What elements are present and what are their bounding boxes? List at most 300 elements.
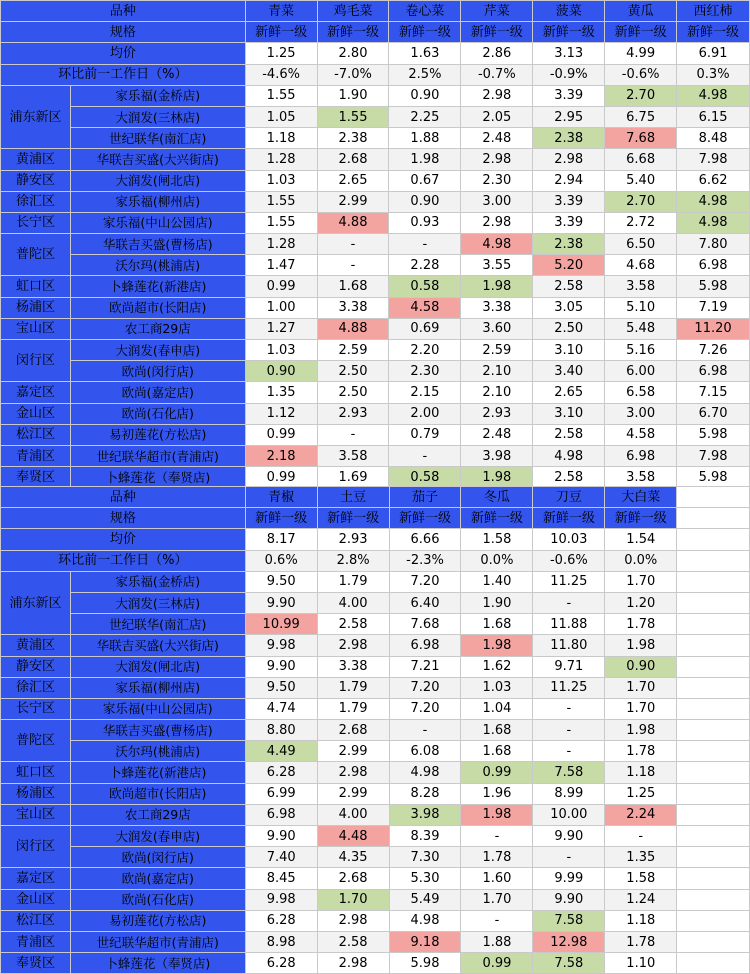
price-cell: 1.35 bbox=[605, 847, 677, 868]
spec-header-cell: 新鲜一级 bbox=[677, 22, 750, 43]
price-cell: - bbox=[389, 720, 461, 741]
price-cell: - bbox=[533, 592, 605, 613]
store-cell: 家乐福(柳州店) bbox=[70, 677, 245, 698]
day-over-day-change-value: 2.5% bbox=[389, 64, 461, 85]
store-price-row bbox=[1, 847, 750, 868]
district-cell: 静安区 bbox=[1, 170, 71, 191]
variety-header-label: 品种 bbox=[1, 487, 246, 508]
price-cell: 1.24 bbox=[605, 889, 677, 910]
price-cell: 2.50 bbox=[533, 318, 605, 339]
price-cell: 2.98 bbox=[461, 85, 533, 106]
store-price-row bbox=[1, 868, 750, 889]
spec-header-cell: 新鲜一级 bbox=[533, 508, 605, 529]
price-cell: 7.20 bbox=[389, 571, 461, 592]
price-cell: 11.25 bbox=[533, 571, 605, 592]
highest-price-cell: 12.98 bbox=[533, 931, 605, 952]
blank-cell bbox=[677, 741, 750, 762]
lowest-price-cell: 1.55 bbox=[317, 106, 389, 127]
blank-cell bbox=[677, 635, 750, 656]
price-cell: 6.40 bbox=[389, 592, 461, 613]
price-cell: 1.40 bbox=[461, 571, 533, 592]
price-cell: 4.74 bbox=[245, 698, 317, 719]
price-cell: 6.98 bbox=[677, 361, 750, 382]
price-cell: 2.58 bbox=[533, 424, 605, 445]
lowest-price-cell: 7.58 bbox=[533, 910, 605, 931]
price-cell: 6.75 bbox=[605, 106, 677, 127]
variety-header-cell: 刀豆 bbox=[533, 487, 605, 508]
price-cell: 1.79 bbox=[317, 677, 389, 698]
price-cell: 1.98 bbox=[389, 149, 461, 170]
price-cell: 1.03 bbox=[245, 170, 317, 191]
price-cell: 1.90 bbox=[317, 85, 389, 106]
variety-header-cell: 土豆 bbox=[317, 487, 389, 508]
price-cell: 2.38 bbox=[317, 128, 389, 149]
highest-price-cell: 7.68 bbox=[605, 128, 677, 149]
price-cell: 9.90 bbox=[533, 826, 605, 847]
store-price-row bbox=[1, 128, 750, 149]
price-cell: 7.98 bbox=[677, 149, 750, 170]
price-cell: 1.98 bbox=[605, 635, 677, 656]
price-cell: 3.39 bbox=[533, 85, 605, 106]
variety-header-cell: 冬瓜 bbox=[461, 487, 533, 508]
blank-cell bbox=[677, 508, 750, 529]
price-cell: 7.30 bbox=[389, 847, 461, 868]
highest-price-cell: 4.98 bbox=[461, 234, 533, 255]
store-price-row bbox=[1, 910, 750, 931]
district-cell: 黄浦区 bbox=[1, 149, 71, 170]
price-cell: 4.58 bbox=[605, 424, 677, 445]
lowest-price-cell: 0.90 bbox=[605, 656, 677, 677]
price-cell: 0.99 bbox=[245, 276, 317, 297]
district-cell: 奉贤区 bbox=[1, 467, 71, 488]
lowest-price-cell: 1.98 bbox=[461, 467, 533, 488]
price-cell: 1.18 bbox=[605, 910, 677, 931]
average-price-value: 1.63 bbox=[389, 43, 461, 64]
store-price-row bbox=[1, 656, 750, 677]
spec-header-cell: 新鲜一级 bbox=[245, 508, 317, 529]
blank-cell bbox=[677, 910, 750, 931]
district-cell: 徐汇区 bbox=[1, 191, 71, 212]
variety-header-label: 品种 bbox=[1, 1, 246, 22]
price-cell: 1.70 bbox=[605, 698, 677, 719]
lowest-price-cell: 0.99 bbox=[461, 762, 533, 783]
price-cell: 8.48 bbox=[677, 128, 750, 149]
store-cell: 欧尚超市(长阳店) bbox=[70, 783, 245, 804]
lowest-price-cell: 1.70 bbox=[317, 889, 389, 910]
store-cell: 沃尔玛(桃浦店) bbox=[70, 255, 245, 276]
store-price-row bbox=[1, 255, 750, 276]
price-cell: 2.05 bbox=[461, 106, 533, 127]
price-cell: 1.70 bbox=[605, 571, 677, 592]
price-cell: 6.28 bbox=[245, 910, 317, 931]
price-cell: 1.55 bbox=[245, 212, 317, 233]
store-price-row bbox=[1, 826, 750, 847]
price-cell: 3.60 bbox=[461, 318, 533, 339]
price-cell: 2.00 bbox=[389, 403, 461, 424]
price-cell: 2.20 bbox=[389, 340, 461, 361]
highest-price-cell: 10.99 bbox=[245, 614, 317, 635]
highest-price-cell: 1.98 bbox=[461, 804, 533, 825]
price-cell: 1.20 bbox=[605, 592, 677, 613]
price-cell: 2.98 bbox=[317, 910, 389, 931]
price-cell: 1.55 bbox=[245, 191, 317, 212]
price-cell: - bbox=[317, 255, 389, 276]
blank-cell bbox=[677, 614, 750, 635]
district-cell: 闵行区 bbox=[1, 340, 71, 382]
day-over-day-change-row bbox=[1, 550, 750, 571]
price-cell: 0.99 bbox=[245, 424, 317, 445]
price-cell: 5.98 bbox=[389, 953, 461, 974]
day-over-day-change-label: 环比前一工作日（%） bbox=[1, 64, 246, 85]
price-cell: 8.98 bbox=[245, 931, 317, 952]
price-cell: 4.00 bbox=[317, 592, 389, 613]
price-cell: 2.98 bbox=[461, 149, 533, 170]
price-cell: 8.28 bbox=[389, 783, 461, 804]
lowest-price-cell: 2.38 bbox=[533, 234, 605, 255]
highest-price-cell: 4.48 bbox=[317, 826, 389, 847]
price-cell: 2.68 bbox=[317, 149, 389, 170]
blank-cell bbox=[677, 826, 750, 847]
store-price-row bbox=[1, 361, 750, 382]
store-price-row bbox=[1, 382, 750, 403]
price-cell: 2.30 bbox=[389, 361, 461, 382]
price-cell: 1.68 bbox=[461, 614, 533, 635]
spec-header-cell: 新鲜一级 bbox=[605, 508, 677, 529]
price-cell: 2.99 bbox=[317, 783, 389, 804]
price-cell: 0.93 bbox=[389, 212, 461, 233]
price-cell: 3.58 bbox=[317, 445, 389, 466]
store-cell: 农工商29店 bbox=[70, 318, 245, 339]
spec-header-cell: 新鲜一级 bbox=[317, 508, 389, 529]
day-over-day-change-value: 0.0% bbox=[605, 550, 677, 571]
store-price-row bbox=[1, 677, 750, 698]
store-cell: 欧尚(嘉定店) bbox=[70, 382, 245, 403]
day-over-day-change-value: -0.6% bbox=[605, 64, 677, 85]
price-cell: 6.99 bbox=[245, 783, 317, 804]
price-cell: - bbox=[389, 445, 461, 466]
district-cell: 杨浦区 bbox=[1, 783, 71, 804]
price-cell: 7.19 bbox=[677, 297, 750, 318]
day-over-day-change-value: 2.8% bbox=[317, 550, 389, 571]
price-cell: 3.58 bbox=[605, 467, 677, 488]
price-cell: 9.98 bbox=[245, 635, 317, 656]
spec-header-cell: 新鲜一级 bbox=[461, 508, 533, 529]
store-price-row bbox=[1, 445, 750, 466]
blank-cell bbox=[677, 571, 750, 592]
store-price-row bbox=[1, 467, 750, 488]
price-cell: 6.98 bbox=[389, 635, 461, 656]
blank-cell bbox=[677, 762, 750, 783]
price-cell: 1.28 bbox=[245, 149, 317, 170]
store-price-row bbox=[1, 931, 750, 952]
store-price-row bbox=[1, 614, 750, 635]
price-cell: - bbox=[533, 698, 605, 719]
store-price-row bbox=[1, 720, 750, 741]
price-cell: 2.15 bbox=[389, 382, 461, 403]
average-price-value: 8.17 bbox=[245, 529, 317, 550]
price-cell: 7.26 bbox=[677, 340, 750, 361]
lowest-price-cell: 2.70 bbox=[605, 85, 677, 106]
store-price-row bbox=[1, 170, 750, 191]
store-cell: 华联吉买盛(曹杨店) bbox=[70, 234, 245, 255]
price-cell: 3.40 bbox=[533, 361, 605, 382]
price-cell: 2.99 bbox=[317, 191, 389, 212]
header-variety-row bbox=[1, 487, 750, 508]
district-cell: 宝山区 bbox=[1, 804, 71, 825]
store-cell: 易初莲花(方松店) bbox=[70, 424, 245, 445]
price-cell: - bbox=[605, 826, 677, 847]
price-cell: 0.79 bbox=[389, 424, 461, 445]
district-cell: 杨浦区 bbox=[1, 297, 71, 318]
price-cell: 6.98 bbox=[605, 445, 677, 466]
store-price-row bbox=[1, 698, 750, 719]
day-over-day-change-value: 0.0% bbox=[461, 550, 533, 571]
price-cell: 1.27 bbox=[245, 318, 317, 339]
price-cell: 1.79 bbox=[317, 571, 389, 592]
variety-header-cell: 青菜 bbox=[245, 1, 317, 22]
average-price-value: 1.54 bbox=[605, 529, 677, 550]
store-cell: 沃尔玛(桃浦店) bbox=[70, 741, 245, 762]
store-price-row bbox=[1, 762, 750, 783]
price-cell: 2.99 bbox=[317, 741, 389, 762]
price-cell: 3.39 bbox=[533, 191, 605, 212]
store-cell: 大润发(春申店) bbox=[70, 340, 245, 361]
price-cell: 3.00 bbox=[605, 403, 677, 424]
variety-header-cell: 西红柿 bbox=[677, 1, 750, 22]
price-cell: 5.48 bbox=[605, 318, 677, 339]
day-over-day-change-value: -2.3% bbox=[389, 550, 461, 571]
district-cell: 嘉定区 bbox=[1, 382, 71, 403]
average-price-value: 2.80 bbox=[317, 43, 389, 64]
price-cell: 5.30 bbox=[389, 868, 461, 889]
price-cell: 2.10 bbox=[461, 361, 533, 382]
price-cell: 6.70 bbox=[677, 403, 750, 424]
store-cell: 华联吉买盛(大兴街店) bbox=[70, 635, 245, 656]
price-cell: 0.67 bbox=[389, 170, 461, 191]
store-cell: 大润发(三林店) bbox=[70, 106, 245, 127]
district-cell: 虹口区 bbox=[1, 276, 71, 297]
store-cell: 家乐福(中山公园店) bbox=[70, 698, 245, 719]
spec-header-label: 规格 bbox=[1, 508, 246, 529]
average-price-row bbox=[1, 529, 750, 550]
price-cell: 6.28 bbox=[245, 762, 317, 783]
price-cell: 1.47 bbox=[245, 255, 317, 276]
price-cell: 3.10 bbox=[533, 403, 605, 424]
price-cell: 7.98 bbox=[677, 445, 750, 466]
price-cell: 1.79 bbox=[317, 698, 389, 719]
store-cell: 欧尚(闵行店) bbox=[70, 361, 245, 382]
price-cell: 3.38 bbox=[461, 297, 533, 318]
average-price-value: 3.13 bbox=[533, 43, 605, 64]
district-cell: 普陀区 bbox=[1, 234, 71, 276]
price-cell: 1.10 bbox=[605, 953, 677, 974]
variety-header-cell: 菠菜 bbox=[533, 1, 605, 22]
store-price-row bbox=[1, 953, 750, 974]
blank-cell bbox=[677, 487, 750, 508]
price-cell: 2.93 bbox=[461, 403, 533, 424]
lowest-price-cell: 4.49 bbox=[245, 741, 317, 762]
price-cell: 5.98 bbox=[677, 424, 750, 445]
blank-cell bbox=[677, 847, 750, 868]
store-cell: 欧尚(石化店) bbox=[70, 889, 245, 910]
highest-price-cell: 4.88 bbox=[317, 212, 389, 233]
price-cell: 2.72 bbox=[605, 212, 677, 233]
price-cell: 3.05 bbox=[533, 297, 605, 318]
average-price-label: 均价 bbox=[1, 43, 246, 64]
highest-price-cell: 5.20 bbox=[533, 255, 605, 276]
price-cell: 1.78 bbox=[605, 614, 677, 635]
spec-header-cell: 新鲜一级 bbox=[533, 22, 605, 43]
price-cell: 1.25 bbox=[605, 783, 677, 804]
district-cell: 金山区 bbox=[1, 889, 71, 910]
price-cell: - bbox=[461, 910, 533, 931]
price-cell: 2.94 bbox=[533, 170, 605, 191]
price-cell: 1.12 bbox=[245, 403, 317, 424]
price-cell: 1.04 bbox=[461, 698, 533, 719]
lowest-price-cell: 0.90 bbox=[245, 361, 317, 382]
spec-header-cell: 新鲜一级 bbox=[389, 508, 461, 529]
price-cell: 1.78 bbox=[605, 931, 677, 952]
store-cell: 卜蜂莲花(新港店) bbox=[70, 762, 245, 783]
price-cell: 11.25 bbox=[533, 677, 605, 698]
price-cell: 5.98 bbox=[677, 467, 750, 488]
average-price-value: 2.93 bbox=[317, 529, 389, 550]
price-cell: 5.49 bbox=[389, 889, 461, 910]
district-cell: 虹口区 bbox=[1, 762, 71, 783]
price-cell: - bbox=[317, 424, 389, 445]
store-price-row bbox=[1, 276, 750, 297]
price-cell: 1.96 bbox=[461, 783, 533, 804]
store-cell: 华联吉买盛(大兴街店) bbox=[70, 149, 245, 170]
variety-header-cell: 芹菜 bbox=[461, 1, 533, 22]
price-cell: 1.05 bbox=[245, 106, 317, 127]
price-cell: 1.78 bbox=[605, 741, 677, 762]
price-cell: - bbox=[533, 847, 605, 868]
price-cell: 3.98 bbox=[461, 445, 533, 466]
district-cell: 普陀区 bbox=[1, 720, 71, 762]
lowest-price-cell: 4.98 bbox=[677, 191, 750, 212]
variety-header-cell: 大白菜 bbox=[605, 487, 677, 508]
price-cell: 1.55 bbox=[245, 85, 317, 106]
store-cell: 家乐福(金桥店) bbox=[70, 85, 245, 106]
highest-price-cell: 2.24 bbox=[605, 804, 677, 825]
price-cell: 2.95 bbox=[533, 106, 605, 127]
district-cell: 宝山区 bbox=[1, 318, 71, 339]
price-cell: 2.58 bbox=[533, 276, 605, 297]
price-cell: 6.08 bbox=[389, 741, 461, 762]
price-cell: 9.50 bbox=[245, 677, 317, 698]
price-cell: 3.38 bbox=[317, 297, 389, 318]
day-over-day-change-value: -0.9% bbox=[533, 64, 605, 85]
store-cell: 欧尚(石化店) bbox=[70, 403, 245, 424]
price-cell: 1.68 bbox=[461, 741, 533, 762]
price-cell: 7.68 bbox=[389, 614, 461, 635]
price-cell: 2.10 bbox=[461, 382, 533, 403]
store-price-row bbox=[1, 106, 750, 127]
district-cell: 黄浦区 bbox=[1, 635, 71, 656]
price-cell: 6.15 bbox=[677, 106, 750, 127]
price-cell: 9.90 bbox=[245, 592, 317, 613]
price-cell: 8.99 bbox=[533, 783, 605, 804]
store-cell: 世纪联华超市(青浦店) bbox=[70, 445, 245, 466]
district-cell: 青浦区 bbox=[1, 931, 71, 952]
district-cell: 奉贤区 bbox=[1, 953, 71, 974]
price-cell: 2.59 bbox=[317, 340, 389, 361]
price-cell: 1.69 bbox=[317, 467, 389, 488]
store-cell: 农工商29店 bbox=[70, 804, 245, 825]
lowest-price-cell: 0.99 bbox=[461, 953, 533, 974]
day-over-day-change-value: -0.6% bbox=[533, 550, 605, 571]
spec-header-cell: 新鲜一级 bbox=[461, 22, 533, 43]
price-cell: 10.00 bbox=[533, 804, 605, 825]
store-cell: 大润发(闸北店) bbox=[70, 656, 245, 677]
store-cell: 世纪联华超市(青浦店) bbox=[70, 931, 245, 952]
price-cell: 9.99 bbox=[533, 868, 605, 889]
price-cell: - bbox=[533, 720, 605, 741]
price-cell: 1.00 bbox=[245, 297, 317, 318]
price-cell: 0.90 bbox=[389, 85, 461, 106]
price-cell: 7.15 bbox=[677, 382, 750, 403]
store-price-row bbox=[1, 635, 750, 656]
blank-cell bbox=[677, 931, 750, 952]
price-cell: 6.62 bbox=[677, 170, 750, 191]
price-cell: 2.65 bbox=[533, 382, 605, 403]
store-price-row bbox=[1, 571, 750, 592]
average-price-value: 6.66 bbox=[389, 529, 461, 550]
price-cell: 3.10 bbox=[533, 340, 605, 361]
price-cell: 2.58 bbox=[317, 614, 389, 635]
price-cell: 1.88 bbox=[389, 128, 461, 149]
price-cell: - bbox=[317, 234, 389, 255]
blank-cell bbox=[677, 529, 750, 550]
lowest-price-cell: 3.98 bbox=[389, 804, 461, 825]
price-cell: 3.55 bbox=[461, 255, 533, 276]
price-cell: 6.58 bbox=[605, 382, 677, 403]
blank-cell bbox=[677, 550, 750, 571]
price-cell: 3.38 bbox=[317, 656, 389, 677]
price-cell: 1.88 bbox=[461, 931, 533, 952]
price-cell: 1.18 bbox=[245, 128, 317, 149]
price-cell: 8.45 bbox=[245, 868, 317, 889]
average-price-value: 6.91 bbox=[677, 43, 750, 64]
price-cell: 7.80 bbox=[677, 234, 750, 255]
spec-header-cell: 新鲜一级 bbox=[605, 22, 677, 43]
district-cell: 浦东新区 bbox=[1, 85, 71, 149]
price-cell: 8.80 bbox=[245, 720, 317, 741]
average-price-label: 均价 bbox=[1, 529, 246, 550]
day-over-day-change-row bbox=[1, 64, 750, 85]
header-spec-row bbox=[1, 22, 750, 43]
store-price-row bbox=[1, 889, 750, 910]
price-cell: 7.21 bbox=[389, 656, 461, 677]
blank-cell bbox=[677, 720, 750, 741]
blank-cell bbox=[677, 783, 750, 804]
price-cell: 1.70 bbox=[461, 889, 533, 910]
price-cell: 9.50 bbox=[245, 571, 317, 592]
price-cell: 4.98 bbox=[533, 445, 605, 466]
store-cell: 世纪联华(南汇店) bbox=[70, 128, 245, 149]
district-cell: 闵行区 bbox=[1, 826, 71, 868]
average-price-value: 1.25 bbox=[245, 43, 317, 64]
price-cell: 2.58 bbox=[533, 467, 605, 488]
store-cell: 卜蜂莲花（奉贤店) bbox=[70, 467, 245, 488]
price-cell: 5.40 bbox=[605, 170, 677, 191]
highest-price-cell: 11.20 bbox=[677, 318, 750, 339]
store-cell: 家乐福(柳州店) bbox=[70, 191, 245, 212]
store-cell: 欧尚超市(长阳店) bbox=[70, 297, 245, 318]
price-cell: 5.16 bbox=[605, 340, 677, 361]
price-cell: 1.60 bbox=[461, 868, 533, 889]
